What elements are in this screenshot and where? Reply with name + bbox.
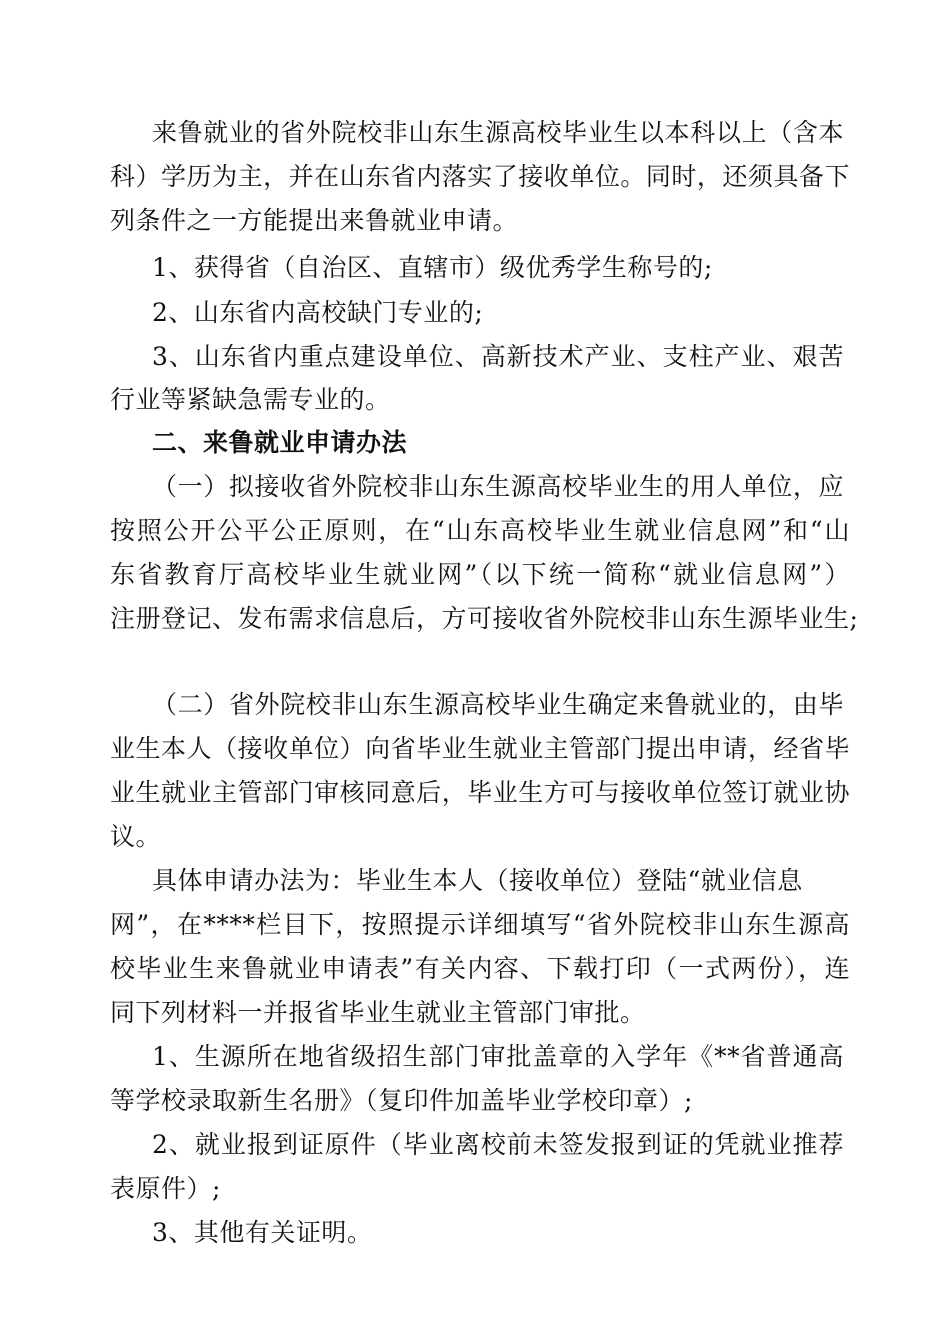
text-line: 同下列材料一并报省毕业生就业主管部门审批。	[110, 998, 646, 1027]
text-line: 东省教育厅高校毕业生就业网”（以下统一简称“就业信息网”）	[110, 560, 850, 589]
text-line: 网”，在****栏目下，按照提示详细填写“省外院校非山东生源高	[110, 910, 850, 939]
text-line: 校毕业生来鲁就业申请表”有关内容、下载打印（一式两份），连	[110, 954, 850, 983]
text-line: （二）省外院校非山东生源高校毕业生确定来鲁就业的，由毕	[152, 690, 844, 719]
list-item: 2、山东省内高校缺门专业的;	[152, 298, 484, 327]
text-line: 列条件之一方能提出来鲁就业申请。	[110, 206, 519, 235]
text-line: （一）拟接收省外院校非山东生源高校毕业生的用人单位，应	[152, 472, 844, 501]
text-line: 行业等紧缺急需专业的。	[110, 385, 391, 414]
list-item: 3、山东省内重点建设单位、高新技术产业、支柱产业、艰苦	[152, 342, 844, 371]
text-line: 业生本人（接收单位）向省毕业生就业主管部门提出申请，经省毕	[110, 734, 850, 763]
text-line: 注册登记、发布需求信息后，方可接收省外院校非山东生源毕业生;	[110, 604, 859, 633]
list-item: 2、就业报到证原件（毕业离校前未签发报到证的凭就业推荐	[152, 1130, 844, 1159]
list-item: 1、获得省（自治区、直辖市）级优秀学生称号的;	[152, 253, 713, 282]
list-item: 3、其他有关证明。	[152, 1218, 373, 1247]
list-item: 1、生源所在地省级招生部门审批盖章的入学年《**省普通高	[152, 1042, 844, 1071]
text-line: 业生就业主管部门审核同意后，毕业生方可与接收单位签订就业协	[110, 778, 850, 807]
section-heading: 二、来鲁就业申请办法	[152, 428, 408, 457]
text-line: 来鲁就业的省外院校非山东生源高校毕业生以本科以上（含本	[152, 118, 844, 147]
text-line: 科）学历为主，并在山东省内落实了接收单位。同时，还须具备下	[110, 162, 850, 191]
text-line: 等学校录取新生名册》（复印件加盖毕业学校印章）;	[110, 1086, 693, 1115]
text-line: 议。	[110, 822, 162, 851]
text-line: 具体申请办法为：毕业生本人（接收单位）登陆“就业信息	[152, 866, 803, 895]
text-line: 按照公开公平公正原则，在“山东高校毕业生就业信息网”和“山	[110, 516, 850, 545]
text-line: 表原件）;	[110, 1174, 221, 1203]
